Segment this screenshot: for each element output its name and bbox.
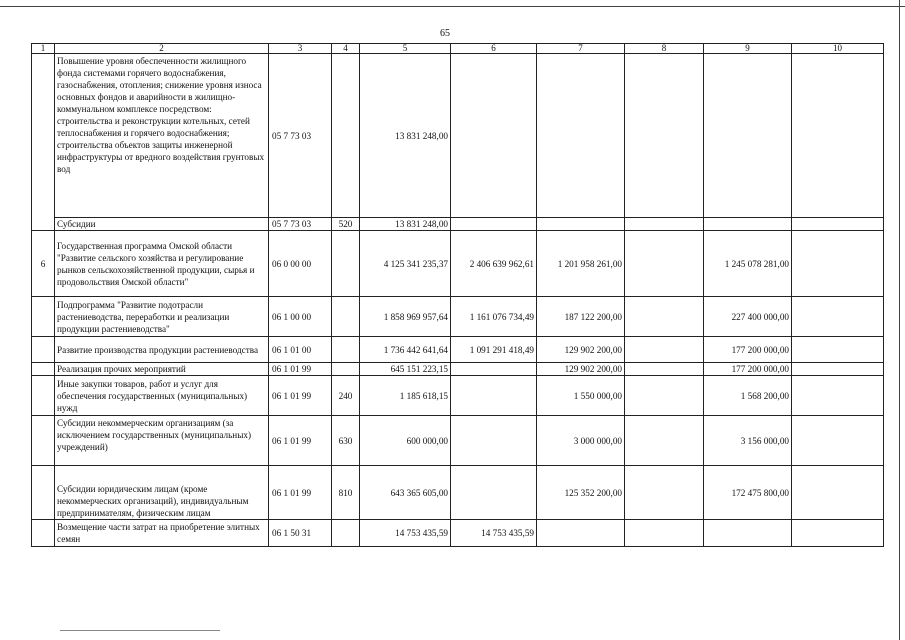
- page-bottom-line: [60, 630, 220, 631]
- page-right-border: [899, 0, 900, 640]
- amount-col10: [792, 363, 884, 376]
- row-index: [32, 337, 55, 363]
- column-header: 2: [55, 44, 269, 54]
- table-row: [32, 466, 884, 520]
- amount-col7: 3 000 000,00: [537, 416, 625, 466]
- expense-type-code: [332, 363, 360, 376]
- amount-col8: [625, 376, 704, 416]
- column-header: 5: [360, 44, 451, 54]
- row-description: Иные закупки товаров, работ и услуг для обеспечения государственных (муниципальных) нужд: [55, 376, 269, 416]
- budget-code: 05 7 73 03: [269, 54, 332, 218]
- row-description: Развитие производства продукции растениеводства: [55, 337, 269, 363]
- row-description: Государственная программа Омской области "Развитие сельского хозяйства и регулирование рынков сельскохозяйственной продукции, сырья и продовольствия Омской области": [55, 231, 269, 297]
- amount-col9: [704, 54, 792, 218]
- amount-col8: [625, 218, 704, 231]
- amount-col7: 129 902 200,00: [537, 337, 625, 363]
- expense-type-code: [332, 520, 360, 547]
- amount-col5: 645 151 223,15: [360, 363, 451, 376]
- row-index: [32, 54, 55, 218]
- row-index: [32, 416, 55, 466]
- row-description: Возмещение части затрат на приобретение элитных семян: [55, 520, 269, 547]
- budget-code: 06 1 01 99: [269, 416, 332, 466]
- expense-type-code: [332, 297, 360, 337]
- table-row: [32, 416, 884, 466]
- expense-type-code: 240: [332, 376, 360, 416]
- amount-col7: [537, 54, 625, 218]
- row-index: [32, 297, 55, 337]
- amount-col10: [792, 297, 884, 337]
- budget-code: 06 1 01 99: [269, 466, 332, 520]
- expense-type-code: 520: [332, 218, 360, 231]
- budget-code: 06 1 01 99: [269, 363, 332, 376]
- budget-code: 06 0 00 00: [269, 231, 332, 297]
- amount-col5: 1 185 618,15: [360, 376, 451, 416]
- budget-code: 06 1 01 99: [269, 376, 332, 416]
- amount-col9: 1 245 078 281,00: [704, 231, 792, 297]
- table-row: [32, 520, 884, 547]
- row-index: [32, 466, 55, 520]
- table-row: [32, 376, 884, 416]
- amount-col6: 14 753 435,59: [451, 520, 537, 547]
- amount-col6: [451, 376, 537, 416]
- expense-type-code: 630: [332, 416, 360, 466]
- amount-col7: [537, 218, 625, 231]
- amount-col6: 1 091 291 418,49: [451, 337, 537, 363]
- row-description: Повышение уровня обеспеченности жилищного фонда системами горячего водоснабжения, газоснабжения, отопления; снижение уровня износа основных фондов и аварийности в жилищно-коммунальном комплексе посредством: строительства и реконструкции котельных, сетей теплоснабжения и горячего водоснабжения; строительства объектов защиты инженерной инфраструктуры от вредного воздействия грунтовых вод: [55, 54, 269, 218]
- amount-col9: [704, 218, 792, 231]
- amount-col10: [792, 54, 884, 218]
- row-index: [32, 363, 55, 376]
- amount-col7: [537, 520, 625, 547]
- amount-col8: [625, 337, 704, 363]
- budget-code: 06 1 50 31: [269, 520, 332, 547]
- budget-code: 06 1 00 00: [269, 297, 332, 337]
- expense-type-code: [332, 337, 360, 363]
- column-header: 10: [792, 44, 884, 54]
- amount-col8: [625, 363, 704, 376]
- row-description: Подпрограмма "Развитие подотрасли растениеводства, переработки и реализации продукции растениеводства": [55, 297, 269, 337]
- amount-col8: [625, 54, 704, 218]
- amount-col6: [451, 416, 537, 466]
- amount-col5: 1 736 442 641,64: [360, 337, 451, 363]
- amount-col7: 125 352 200,00: [537, 466, 625, 520]
- table-row: [32, 297, 884, 337]
- page-top-border: [0, 6, 905, 7]
- table-row: [32, 363, 884, 376]
- amount-col10: [792, 416, 884, 466]
- budget-code: 05 7 73 03: [269, 218, 332, 231]
- amount-col8: [625, 466, 704, 520]
- page-number: 65: [440, 28, 450, 39]
- amount-col6: 2 406 639 962,61: [451, 231, 537, 297]
- amount-col10: [792, 466, 884, 520]
- amount-col10: [792, 337, 884, 363]
- amount-col9: [704, 520, 792, 547]
- amount-col6: [451, 54, 537, 218]
- row-index: [32, 218, 55, 231]
- amount-col7: 1 550 000,00: [537, 376, 625, 416]
- amount-col6: [451, 363, 537, 376]
- amount-col10: [792, 376, 884, 416]
- amount-col5: 14 753 435,59: [360, 520, 451, 547]
- amount-col7: 129 902 200,00: [537, 363, 625, 376]
- expense-type-code: [332, 231, 360, 297]
- amount-col5: 600 000,00: [360, 416, 451, 466]
- amount-col8: [625, 297, 704, 337]
- amount-col5: 1 858 969 957,64: [360, 297, 451, 337]
- amount-col6: [451, 218, 537, 231]
- amount-col7: 187 122 200,00: [537, 297, 625, 337]
- amount-col8: [625, 231, 704, 297]
- amount-col9: 227 400 000,00: [704, 297, 792, 337]
- column-header: 4: [332, 44, 360, 54]
- amount-col9: 1 568 200,00: [704, 376, 792, 416]
- amount-col5: 4 125 341 235,37: [360, 231, 451, 297]
- amount-col10: [792, 231, 884, 297]
- budget-code: 06 1 01 00: [269, 337, 332, 363]
- table-row: [32, 54, 884, 218]
- amount-col10: [792, 218, 884, 231]
- amount-col6: [451, 466, 537, 520]
- amount-col5: 643 365 605,00: [360, 466, 451, 520]
- amount-col9: 3 156 000,00: [704, 416, 792, 466]
- budget-table: [31, 43, 884, 547]
- column-header: 7: [537, 44, 625, 54]
- row-description: Субсидии юридическим лицам (кроме некоммерческих организаций), индивидуальным предпринимателям, физическим лицам: [55, 466, 269, 520]
- amount-col9: 177 200 000,00: [704, 337, 792, 363]
- amount-col8: [625, 416, 704, 466]
- amount-col10: [792, 520, 884, 547]
- column-header: 8: [625, 44, 704, 54]
- expense-type-code: 810: [332, 466, 360, 520]
- table-row: [32, 337, 884, 363]
- table-row: [32, 218, 884, 231]
- row-description: Субсидии: [55, 218, 269, 231]
- column-number-row: [32, 44, 884, 54]
- row-description: Реализация прочих мероприятий: [55, 363, 269, 376]
- amount-col5: 13 831 248,00: [360, 218, 451, 231]
- column-header: 1: [32, 44, 55, 54]
- amount-col5: 13 831 248,00: [360, 54, 451, 218]
- amount-col6: 1 161 076 734,49: [451, 297, 537, 337]
- expense-type-code: [332, 54, 360, 218]
- amount-col7: 1 201 958 261,00: [537, 231, 625, 297]
- row-index: [32, 520, 55, 547]
- amount-col9: 177 200 000,00: [704, 363, 792, 376]
- row-index: [32, 376, 55, 416]
- table-row: [32, 231, 884, 297]
- amount-col8: [625, 520, 704, 547]
- row-description: Субсидии некоммерческим организациям (за исключением государственных (муниципальных) учреждений): [55, 416, 269, 466]
- amount-col9: 172 475 800,00: [704, 466, 792, 520]
- row-index: 6: [32, 231, 55, 297]
- column-header: 6: [451, 44, 537, 54]
- column-header: 3: [269, 44, 332, 54]
- column-header: 9: [704, 44, 792, 54]
